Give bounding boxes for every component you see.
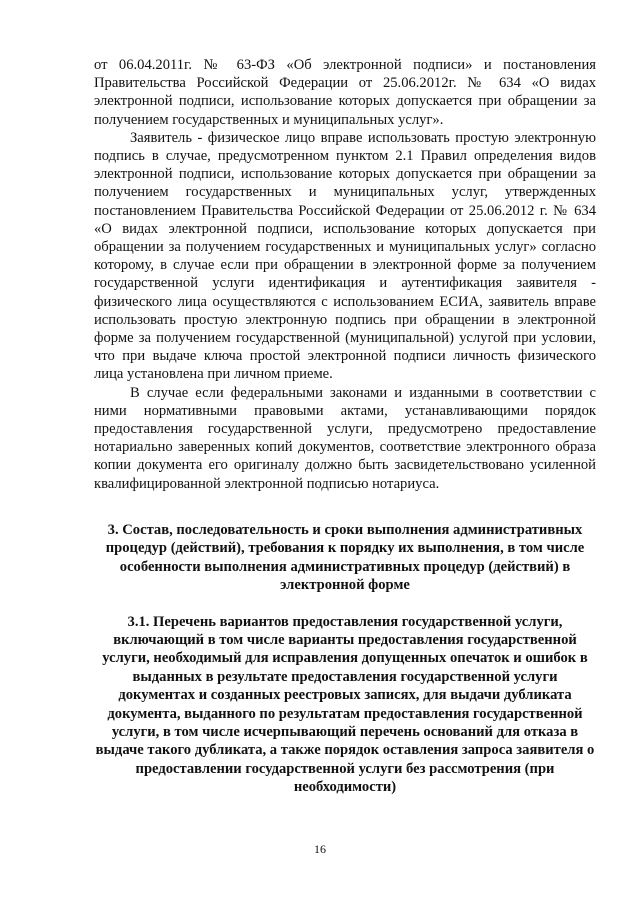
paragraph-notary-copies: В случае если федеральными законами и изданными в соответствии с ними нормативными правовыми актами, устанавливающими порядок предоставления государственной услуги, предусмотрено предоставление нотариально заверенных копий документов, соответствие электронного образа копии документа его оригиналу должно быть засвидетельствовано усиленной квалифицированной электронной подписью нотариуса. [94,384,596,492]
page-number: 16 [314,842,326,856]
subsection-heading: 3.1. Перечень вариантов предоставления государственной услуги, включающий в том числе варианты предоставления государственной услуги, необходимый для исправления допущенных опечаток и ошибок в выданных в результате предоставления государственной услуги документах и созданных реестровых записях, для выдачи дубликата документа, выданного по результатам предоставления государственной услуги, в том числе исчерпывающий перечень оснований для отказа в выдаче такого дубликата, а также порядок оставления запроса заявителя о предоставлении государственной услуги без рассмотрения (при необходимости) [95,613,595,796]
paragraph-simple-signature: Заявитель - физическое лицо вправе использовать простую электронную подпись в случае, предусмотренном пунктом 2.1 Правил определения видов электронной подписи, использование которых допускается при обращении за получением государственных и муниципальных услуг, утвержденных постановлением Правительства Российской Федерации от 25.06.2012 г. № 634 «О видах электронной подписи, использование которых допускается при обращении за получением государственных и муниципальных услуг» согласно которому, в случае если при обращении в электронной форме за получением государственной услуги идентификация и аутентификация заявителя - физического лица осуществляются с использованием ЕСИА, заявитель вправе использовать простую электронную подпись при обращении в электронной форме за получением государственной (муниципальной) услугой при условии, что при выдаче ключа простой электронной подписи личность физического лица установлена при личном приеме. [94,129,596,383]
paragraph-continuation: от 06.04.2011г. № 63-ФЗ «Об электронной подписи» и постановления Правительства Российской Федерации от 25.06.2012г. № 634 «О видах электронной подписи, использование которых допускается при обращении за получением государственных и муниципальных услуг». [94,57,596,128]
document-page [94,56,596,797]
section-heading: 3. Состав, последовательность и сроки выполнения административных процедур (действий), требования к порядку их выполнения, в том числе особенности выполнения административных процедур (действий) в электронной форме [105,521,585,594]
